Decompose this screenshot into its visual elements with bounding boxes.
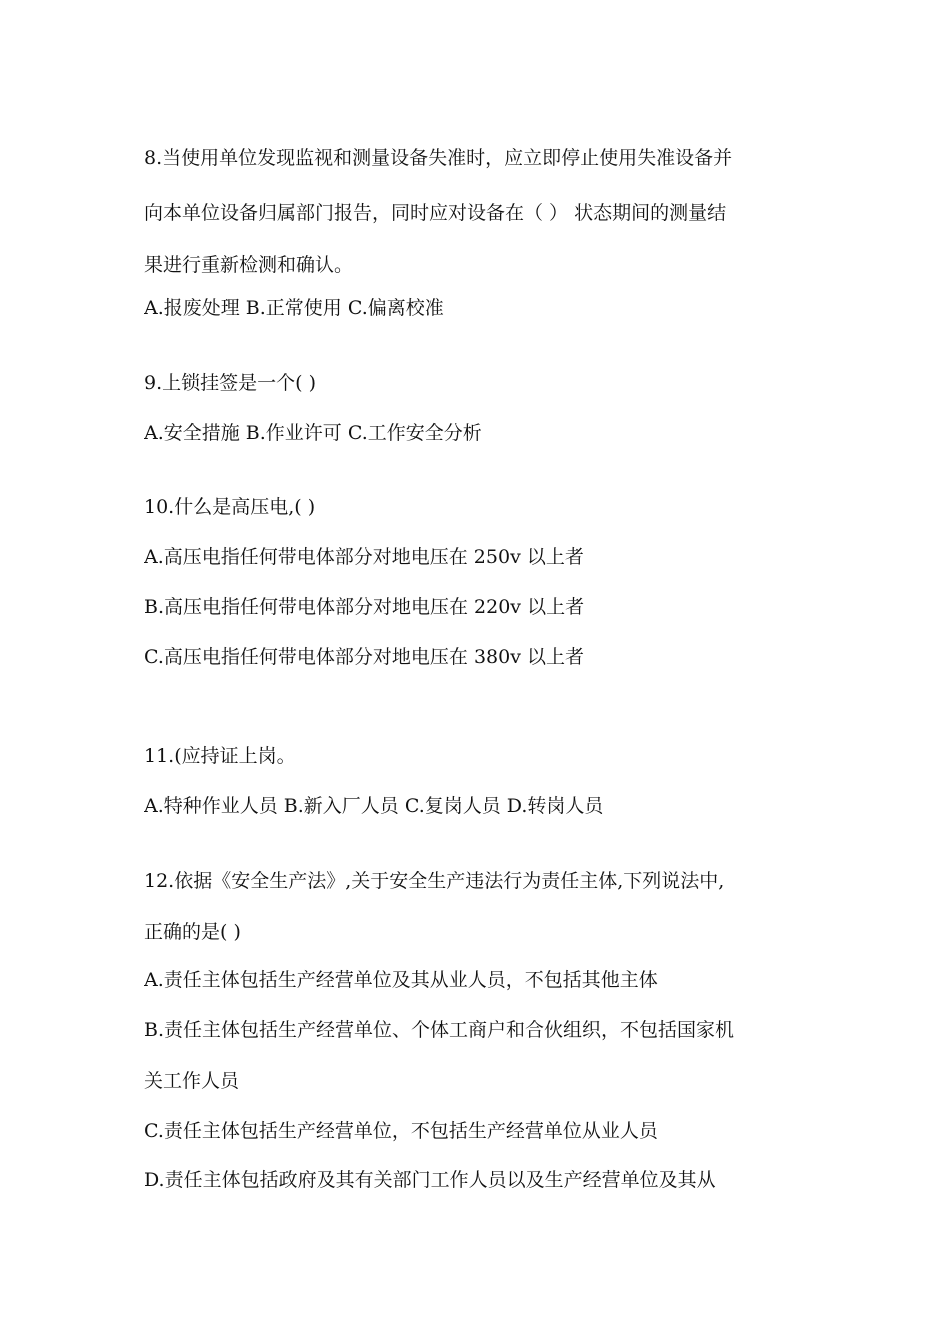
- question-10-option-c: C.高压电指任何带电体部分对地电压在 380v 以上者: [144, 646, 584, 668]
- question-8-stem-line-3: 果进行重新检测和确认。: [144, 254, 354, 276]
- question-12-stem-line-2: 正确的是( ): [144, 921, 241, 943]
- question-12-option-b-line-1: B.责任主体包括生产经营单位、个体工商户和合伙组织，不包括国家机: [144, 1019, 735, 1041]
- question-10-stem: 10.什么是高压电,( ): [144, 496, 316, 518]
- question-12-stem-line-1: 12.依据《安全生产法》,关于安全生产违法行为责任主体,下列说法中,: [144, 870, 725, 892]
- question-8-stem-line-2: 向本单位设备归属部门报告，同时应对设备在（ ） 状态期间的测量结: [144, 202, 727, 224]
- question-12-option-d: D.责任主体包括政府及其有关部门工作人员以及生产经营单位及其从: [144, 1169, 716, 1191]
- question-10-option-a: A.高压电指任何带电体部分对地电压在 250v 以上者: [144, 546, 584, 568]
- question-9-stem: 9.上锁挂签是一个( ): [144, 372, 316, 394]
- question-9-options: A.安全措施 B.作业许可 C.工作安全分析: [144, 422, 482, 444]
- question-12-option-b-line-2: 关工作人员: [144, 1070, 240, 1092]
- question-12-option-c: C.责任主体包括生产经营单位，不包括生产经营单位从业人员: [144, 1120, 658, 1142]
- question-10-option-b: B.高压电指任何带电体部分对地电压在 220v 以上者: [144, 596, 585, 618]
- question-8-stem-line-1: 8.当使用单位发现监视和测量设备失准时，应立即停止使用失准设备并: [144, 147, 733, 169]
- question-11-stem: 11.(应持证上岗。: [144, 745, 296, 767]
- question-11-options: A.特种作业人员 B.新入厂人员 C.复岗人员 D.转岗人员: [144, 795, 604, 817]
- question-12-option-a: A.责任主体包括生产经营单位及其从业人员，不包括其他主体: [144, 969, 658, 991]
- question-8-options: A.报废处理 B.正常使用 C.偏离校准: [144, 297, 444, 319]
